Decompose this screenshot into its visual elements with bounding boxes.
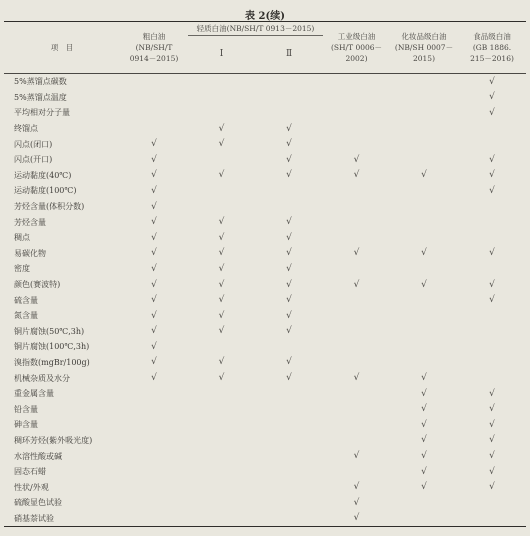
empty-cell [390,511,458,527]
empty-cell [255,511,323,527]
check-mark: √ [151,263,157,274]
empty-cell [458,355,526,371]
check-mark: √ [421,451,427,462]
empty-cell [255,386,323,402]
empty-cell [255,339,323,355]
check-mark: √ [286,310,292,321]
check-mark: √ [218,326,225,337]
empty-cell [323,417,390,433]
empty-cell [120,386,188,402]
check-mark: √ [218,217,225,228]
row-item-label: 铜片腐蚀(100℃,3h) [14,342,90,352]
empty-cell [120,495,188,511]
empty-cell [458,230,526,246]
header-crude: 粗白油 (NB/SH/T 0914－2015) [129,32,179,63]
table-row [4,261,526,277]
empty-cell [390,74,458,90]
empty-cell [458,495,526,511]
check-mark: √ [489,482,495,493]
table-row [4,417,526,433]
row-item-label: 颜色(赛波特) [14,280,61,290]
row-item-label: 重金属含量 [14,389,54,399]
check-mark: √ [286,263,292,274]
check-mark: √ [151,357,157,368]
row-item-label: 易碳化物 [14,248,46,258]
check-mark: √ [218,295,225,306]
header-light-ii: Ⅱ [285,49,293,59]
table-row [4,246,526,262]
table-row [4,401,526,417]
table-row [4,90,526,106]
row-item-label: 运动黏度(40℃) [14,170,72,180]
check-mark: √ [151,185,157,196]
table-row [4,479,526,495]
empty-cell [323,121,390,137]
empty-cell [323,74,390,90]
check-mark: √ [489,248,495,259]
row-item-label: 溴指数(mgBr/100g) [14,357,90,367]
table-row [4,464,526,480]
row-item-label: 固态石蜡 [14,467,46,477]
empty-cell [323,292,390,308]
check-mark: √ [151,326,157,337]
check-mark: √ [218,123,225,134]
check-mark: √ [151,154,157,165]
check-mark: √ [489,451,495,462]
table-row [4,152,526,168]
check-mark: √ [353,497,360,508]
empty-cell [255,479,323,495]
empty-cell [188,199,255,215]
check-mark: √ [421,248,427,259]
row-item-label: 稠点 [14,233,30,243]
empty-cell [458,261,526,277]
check-mark: √ [151,341,157,352]
check-mark: √ [151,279,157,290]
check-mark: √ [489,107,495,118]
empty-cell [390,105,458,121]
check-mark: √ [489,92,495,103]
check-mark: √ [286,139,292,150]
row-item-label: 硝基萘试验 [4,511,120,527]
check-mark: √ [489,154,495,165]
check-mark: √ [218,232,225,243]
empty-cell [255,74,323,90]
check-mark: √ [151,201,157,212]
check-mark: √ [489,185,495,196]
empty-cell [120,417,188,433]
check-mark: √ [151,310,157,321]
empty-cell [390,214,458,230]
empty-cell [188,495,255,511]
empty-cell [458,136,526,152]
check-mark: √ [489,435,495,446]
empty-cell [120,479,188,495]
check-mark: √ [421,388,427,399]
empty-cell [323,386,390,402]
header-light-i: Ⅰ [219,49,224,59]
table-row [4,74,526,90]
empty-cell [458,121,526,137]
table-row [4,339,526,355]
empty-cell [120,105,188,121]
empty-cell [458,324,526,340]
check-mark: √ [286,373,292,384]
table-row [4,355,526,371]
table-row [4,214,526,230]
table-row [4,277,526,293]
check-mark: √ [353,451,360,462]
check-mark: √ [489,295,495,306]
check-mark: √ [286,279,292,290]
empty-cell [390,121,458,137]
row-item-label: 铜片腐蚀(50℃,3h) [14,326,85,336]
empty-cell [120,121,188,137]
empty-cell [188,74,255,90]
row-item-label: 硫含量 [14,295,38,305]
empty-cell [323,339,390,355]
check-mark: √ [286,326,292,337]
row-item-label: 终馏点 [14,124,38,134]
row-item-label: 密度 [14,264,30,274]
empty-cell [120,448,188,464]
row-item-label: 闪点(开口) [14,155,53,165]
check-mark: √ [151,373,157,384]
check-mark: √ [286,217,292,228]
row-item-label: 芳烃含量 [14,217,46,227]
empty-cell [255,90,323,106]
check-mark: √ [421,466,427,477]
empty-cell [188,339,255,355]
empty-cell [323,433,390,449]
empty-cell [458,339,526,355]
comparison-table [4,21,526,527]
check-mark: √ [286,154,292,165]
table-row [4,433,526,449]
table-row [4,370,526,386]
table-row [4,183,526,199]
empty-cell [323,230,390,246]
table-row [4,308,526,324]
empty-cell [188,386,255,402]
check-mark: √ [151,295,157,306]
check-mark: √ [286,123,292,134]
empty-cell [323,199,390,215]
row-item-label: 芳烃含量(体积分数) [14,202,85,212]
table-row [4,105,526,121]
empty-cell [255,401,323,417]
empty-cell [390,355,458,371]
check-mark: √ [489,279,495,290]
empty-cell [390,152,458,168]
empty-cell [323,105,390,121]
check-mark: √ [421,404,427,415]
row-item-label: 平均相对分子量 [14,108,70,118]
empty-cell [120,433,188,449]
empty-cell [255,448,323,464]
check-mark: √ [286,295,292,306]
table-row [4,136,526,152]
empty-cell [255,417,323,433]
empty-cell [120,464,188,480]
table-row [4,448,526,464]
empty-cell [188,401,255,417]
check-mark: √ [353,170,360,181]
table-row [4,386,526,402]
table-row [4,292,526,308]
check-mark: √ [421,419,427,430]
empty-cell [323,183,390,199]
empty-cell [390,183,458,199]
check-mark: √ [286,170,292,181]
empty-cell [120,511,188,527]
row-item-label: 闪点(闭口) [14,139,53,149]
check-mark: √ [286,357,292,368]
empty-cell [188,105,255,121]
table-row [4,121,526,137]
check-mark: √ [218,310,225,321]
empty-cell [188,183,255,199]
check-mark: √ [421,279,427,290]
header-cosmetic: 化妆品级白油 (NB/SH 0007－ 2015) [394,32,454,63]
check-mark: √ [353,154,360,165]
row-item-label: 机械杂质及水分 [14,373,70,383]
empty-cell [323,324,390,340]
empty-cell [188,433,255,449]
empty-cell [188,511,255,527]
check-mark: √ [489,388,495,399]
check-mark: √ [489,404,495,415]
table-caption: 表 2(续) [245,11,285,22]
empty-cell [323,401,390,417]
row-item-label: 性状/外观 [14,482,49,492]
empty-cell [188,464,255,480]
empty-cell [323,464,390,480]
empty-cell [188,448,255,464]
check-mark: √ [323,511,390,527]
check-mark: √ [286,248,292,259]
empty-cell [390,136,458,152]
check-mark: √ [218,263,225,274]
empty-cell [188,417,255,433]
check-mark: √ [218,279,225,290]
check-mark: √ [421,373,427,384]
check-mark: √ [218,248,225,259]
check-mark: √ [353,482,360,493]
table-row [4,230,526,246]
empty-cell [458,199,526,215]
check-mark: √ [353,373,360,384]
check-mark: √ [218,373,225,384]
empty-cell [458,511,526,527]
check-mark: √ [421,170,427,181]
check-mark: √ [421,482,427,493]
empty-cell [255,433,323,449]
row-item-label: 运动黏度(100℃) [14,186,77,196]
empty-cell [390,90,458,106]
empty-cell [323,355,390,371]
empty-cell [255,199,323,215]
empty-cell [390,230,458,246]
empty-cell [120,401,188,417]
table-row [4,511,526,527]
empty-cell [120,90,188,106]
check-mark: √ [489,466,495,477]
row-item-label: 5%蒸馏点碳数 [14,77,67,87]
empty-cell [188,152,255,168]
check-mark: √ [151,248,157,259]
empty-cell [255,495,323,511]
check-mark: √ [218,170,225,181]
row-item-label: 砷含量 [14,420,38,430]
row-item-label: 稠环芳烃(紫外吸光度) [14,435,93,445]
header-item: 项 目 [50,43,74,52]
check-mark: √ [151,217,157,228]
row-item-label: 5%蒸馏点温度 [14,92,67,102]
empty-cell [255,183,323,199]
table-row [4,495,526,511]
check-mark: √ [286,232,292,243]
table-row [4,168,526,184]
empty-cell [458,370,526,386]
table-row [4,199,526,215]
check-mark: √ [489,419,495,430]
header-light-group: 轻质白油(NB/SH/T 0913－2015) [188,22,323,36]
table-body [4,74,526,527]
empty-cell [323,90,390,106]
empty-cell [323,214,390,230]
empty-cell [390,339,458,355]
empty-cell [255,105,323,121]
empty-cell [390,199,458,215]
empty-cell [390,261,458,277]
empty-cell [323,308,390,324]
check-mark: √ [151,139,157,150]
row-item-label: 水溶性酸或碱 [14,451,62,461]
check-mark: √ [489,76,495,87]
check-mark: √ [218,357,225,368]
empty-cell [323,261,390,277]
check-mark: √ [151,170,157,181]
empty-cell [188,90,255,106]
check-mark: √ [421,435,427,446]
empty-cell [390,495,458,511]
header-food: 食品级白油 (GB 1886. 215－2016) [470,32,514,63]
row-item-label: 硫酸显色试验 [14,498,62,508]
header-industrial: 工业级白油 (SH/T 0006－ 2002) [330,32,383,63]
empty-cell [390,308,458,324]
row-item-label: 氮含量 [14,311,38,321]
empty-cell [390,292,458,308]
check-mark: √ [353,279,360,290]
table-row [4,324,526,340]
empty-cell [120,74,188,90]
empty-cell [188,479,255,495]
check-mark: √ [151,232,157,243]
empty-cell [390,324,458,340]
empty-cell [323,136,390,152]
check-mark: √ [489,170,495,181]
empty-cell [255,464,323,480]
check-mark: √ [353,248,360,259]
row-item-label: 铅含量 [14,404,38,414]
empty-cell [458,308,526,324]
check-mark: √ [218,139,225,150]
empty-cell [458,214,526,230]
